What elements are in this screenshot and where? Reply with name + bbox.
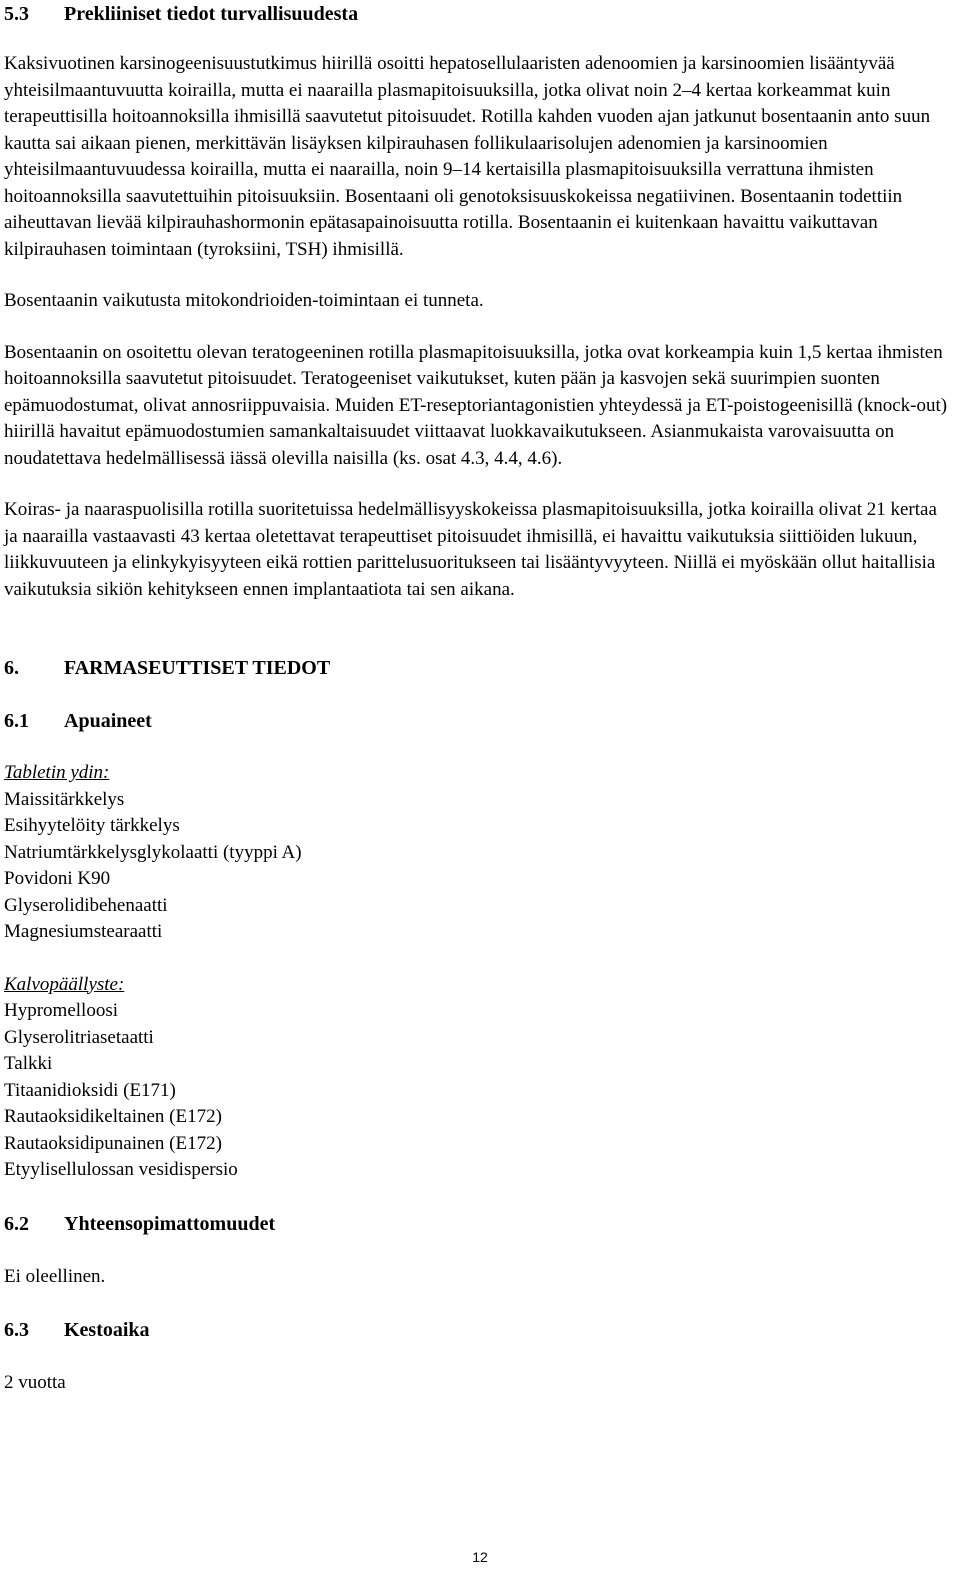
section-6-number: 6. <box>4 657 19 679</box>
list-item: Glyserolidibehenaatti <box>4 894 168 916</box>
paragraph-fertility: Koiras- ja naaraspuolisilla rotilla suoritetuissa hedelmällisyyskokeissa plasmapitoisuuksilla, jotka koirailla olivat 21 kertaa ja naarailla vastaavasti 43 kertaa oletettavat terapeuttiset pitoisuudet ihmisillä, ei havaittu vaikutuksia siittiöiden lukuun, liikkuvuuteen ja elinkykyisyyteen eikä rottien parittelusuoritukseen tai lisääntyvyyteen. Niillä ei myöskään ollut haitallisia vaikutuksia sikiön kehitykseen ennen implantaatiota tai sen aikana. <box>4 499 937 600</box>
list-item: Magnesiumstearaatti <box>4 921 163 942</box>
list-item: Rautaoksidipunainen (E172) <box>4 1132 222 1154</box>
list-item: Etyylisellulossan vesidispersio <box>4 1159 238 1180</box>
section-6-2-text: Ei oleellinen. <box>4 1265 106 1287</box>
list-item: Maissitärkkelys <box>4 788 125 810</box>
list-item: Natriumtärkkelysglykolaatti (tyyppi A) <box>4 841 302 863</box>
section-5-3-title: Prekliiniset tiedot turvallisuudesta <box>64 3 359 25</box>
film-coating-label: Kalvopäällyste: <box>4 973 125 995</box>
section-6-3-text: 2 vuotta <box>4 1372 66 1393</box>
paragraph-mitochondria: Bosentaanin vaikutusta mitokondrioiden-toimintaan ei tunneta. <box>4 290 484 311</box>
list-item: Glyserolitriasetaatti <box>4 1026 154 1048</box>
list-item: Hypromelloosi <box>4 1000 118 1021</box>
section-6-title: FARMASEUTTISET TIEDOT <box>64 657 331 679</box>
list-item: Titaanidioksidi (E171) <box>4 1079 176 1101</box>
paragraph-carcinogenicity: Kaksivuotinen karsinogeenisuustutkimus hiirillä osoitti hepatosellulaaristen adenoomien ja karsinoomien lisääntyvää yhteisilmaantuvuutta koirailla, mutta ei naarailla plasmapitoisuuksilla, jotka olivat noin 2–4 kertaa korkeammat kuin terapeuttisilla hoitoannoksilla ihmisillä saavutetut pitoisuudet. Rotilla kahden vuoden ajan jatkunut bosentaanin anto suun kautta sai aikaan pienen, merkittävän lisäyksen kilpirauhasen follikulaarisolujen adenomien ja karsinoomien yhteisilmaantuvuudessa koirailla, mutta ei naarailla, noin 9–14 kertaisilla plasmapitoisuuksilla verrattuna ihmisten hoitoannoksilla saavutettuihin pitoisuuksiin. Bosentaani oli genotoksisuuskokeissa negatiivinen. Bosentaanin todettiin aiheuttavan lievää kilpirauhashormonin epätasapainoisuutta rotilla. Bosentaanin ei kuitenkaan havaittu vaikuttavan kilpirauhasen toimintaan (tyroksiini, TSH) ihmisillä. <box>4 53 931 260</box>
section-5-3-heading <box>4 1 954 27</box>
list-item: Esihyytelöity tärkkelys <box>4 815 180 836</box>
section-6-2-heading <box>4 1211 954 1237</box>
section-5-3-number: 5.3 <box>4 3 29 25</box>
section-6-3-number: 6.3 <box>4 1319 29 1341</box>
section-6-heading <box>4 655 954 681</box>
section-6-3-heading <box>4 1317 954 1343</box>
list-item: Povidoni K90 <box>4 868 111 889</box>
section-6-3-title: Kestoaika <box>64 1319 150 1341</box>
section-6-2-title: Yhteensopimattomuudet <box>64 1212 276 1235</box>
section-6-1-heading <box>4 708 954 734</box>
film-coating-list <box>4 998 954 1184</box>
list-item: Talkki <box>4 1053 53 1074</box>
document-page <box>4 0 954 1397</box>
list-item: Rautaoksidikeltainen (E172) <box>4 1106 222 1127</box>
paragraph-teratogenicity: Bosentaanin on osoitettu olevan teratogeeninen rotilla plasmapitoisuuksilla, jotka ovat korkeampia kuin 1,5 kertaa ihmisten hoitoannoksilla saavutetut pitoisuudet. Teratogeeniset vaikutukset, kuten pään ja kasvojen sekä suurimpien suonten epämuodostumat, olivat annosriippuvaisia. Muiden ET-reseptoriantagonistien yhteydessä ja ET-poistogeenisillä (knock-out) hiirillä havaitut epämuodostumien samankaltaisuudet viittaavat luokkavaikutukseen. Asianmukaista varovaisuutta on noudatettava hedelmällisessä iässä olevilla naisilla (ks. osat 4.3, 4.4, 4.6). <box>4 341 948 469</box>
section-6-1-number: 6.1 <box>4 710 29 732</box>
section-6-2-number: 6.2 <box>4 1212 29 1235</box>
section-6-1-title: Apuaineet <box>64 710 152 732</box>
tablet-core-list <box>4 787 954 946</box>
tablet-core-label: Tabletin ydin: <box>4 762 110 783</box>
page-number: 12 <box>472 1549 488 1565</box>
